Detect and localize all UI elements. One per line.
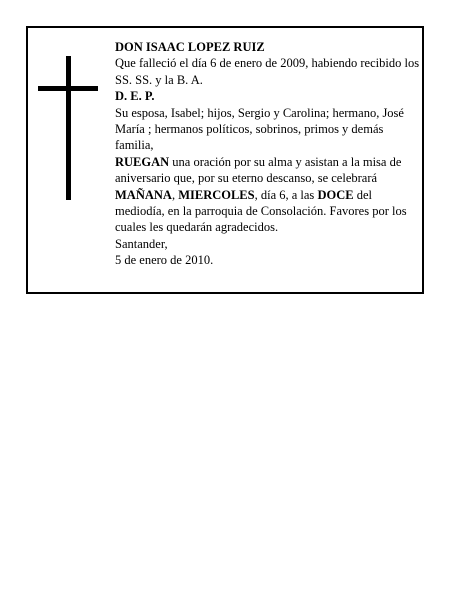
- request-text-3: del mediodía, en la parroquia de Consolación. Favores por los cuales les quedarán agradecidos.: [115, 187, 407, 235]
- cross-horizontal-bar: [38, 86, 98, 91]
- manana-word: MAÑANA: [115, 187, 172, 202]
- date-line: 5 de enero de 2010.: [115, 253, 214, 268]
- cross-vertical-bar: [66, 56, 71, 200]
- miercoles-word: MIERCOLES: [178, 187, 255, 202]
- rip-line: D. E. P.: [115, 89, 155, 104]
- deceased-name: DON ISAAC LOPEZ RUIZ: [115, 40, 265, 54]
- ruegan-word: RUEGAN: [115, 154, 170, 169]
- notice-text: [115, 39, 421, 269]
- request-text-2: , día 6, a las: [254, 187, 318, 202]
- family-list: Su esposa, Isabel; hijos, Sergio y Carolina; hermano, José María ; hermanos políticos, sobrinos, primos y demás familia,: [115, 105, 404, 153]
- mass-request: [115, 154, 421, 236]
- obituary-notice: [26, 26, 424, 294]
- request-separator: ,: [171, 187, 179, 202]
- place-line: Santander,: [115, 236, 168, 251]
- cross-icon: [38, 56, 98, 200]
- death-statement: Que falleció el día 6 de enero de 2009, habiendo recibido los SS. SS. y la B. A.: [115, 56, 420, 87]
- request-text-1: una oración por su alma y asistan a la misa de aniversario que, por su eterno descanso, se celebrará: [115, 154, 402, 186]
- doce-word: DOCE: [317, 187, 354, 202]
